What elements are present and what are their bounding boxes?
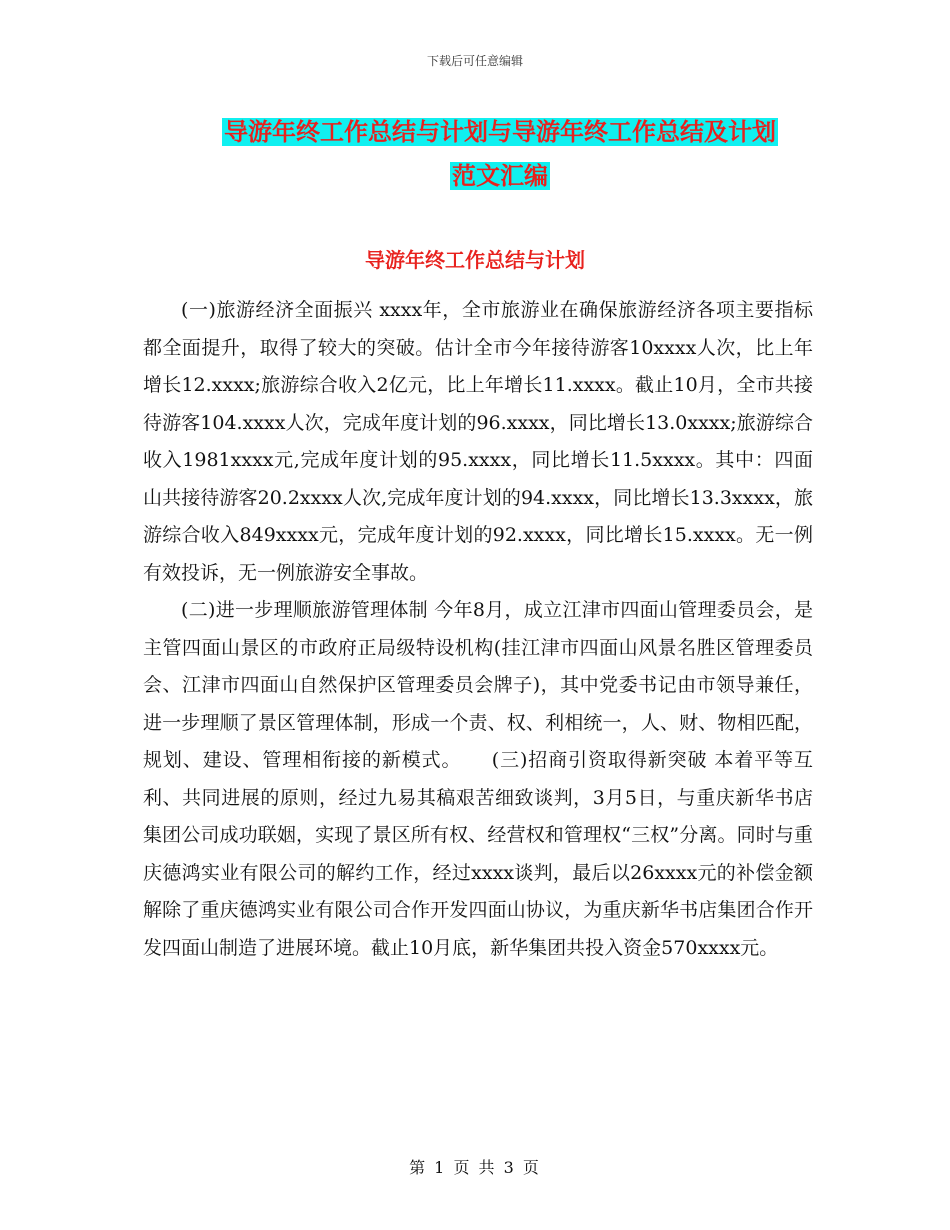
document-body [143,292,813,967]
page-number: 第 1 页 共 3 页 [409,1158,541,1177]
document-title-line1: 导游年终工作总结与计划与导游年终工作总结及计划 [224,118,776,146]
document-title [140,110,860,198]
paragraph: (二)进一步理顺旅游管理体制 今年8月，成立江津市四面山管理委员会，是主管四面山景区的市政府正局级特设机构(挂江津市四面山风景名胜区管理委员会、江津市四面山自然保护区管理委员会牌子)，其中党委书记由市领导兼任，进一步理顺了景区管理体制，形成一个责、权、利相统一，人、财、物相匹配，规划、建设、管理相衔接的新模式。 (三)招商引资取得新突破 本着平等互利、共同进展的原则，经过九易其稿艰苦细致谈判，3月5日，与重庆新华书店集团公司成功联姻，实现了景区所有权、经营权和管理权“三权”分离。同时与重庆德鸿实业有限公司的解约工作，经过xxxx谈判，最后以26xxxx元的补偿金额解除了重庆德鸿实业有限公司合作开发四面山协议，为重庆新华书店集团合作开发四面山制造了进展环境。截止10月底，新华集团共投入资金570xxxx元。 [143,599,813,959]
section-title: 导游年终工作总结与计划 [365,248,585,272]
paragraph: (一)旅游经济全面振兴 xxxx年，全市旅游业在确保旅游经济各项主要指标都全面提升，取得了较大的突破。估计全市今年接待游客10xxxx人次，比上年增长12.xxxx;旅游综合收入2亿元，比上年增长11.xxxx。截止10月，全市共接待游客104.xxxx人次，完成年度计划的96.xxxx，同比增长13.0xxxx;旅游综合收入1981xxxx元,完成年度计划的95.xxxx，同比增长11.5xxxx。其中：四面山共接待游客20.2xxxx人次,完成年度计划的94.xxxx，同比增长13.3xxxx，旅游综合收入849xxxx元，完成年度计划的92.xxxx，同比增长15.xxxx。无一例有效投诉，无一例旅游安全事故。 [143,299,813,584]
document-title-line2: 范文汇编 [452,162,548,190]
header-note: 下载后可任意编辑 [426,54,523,68]
